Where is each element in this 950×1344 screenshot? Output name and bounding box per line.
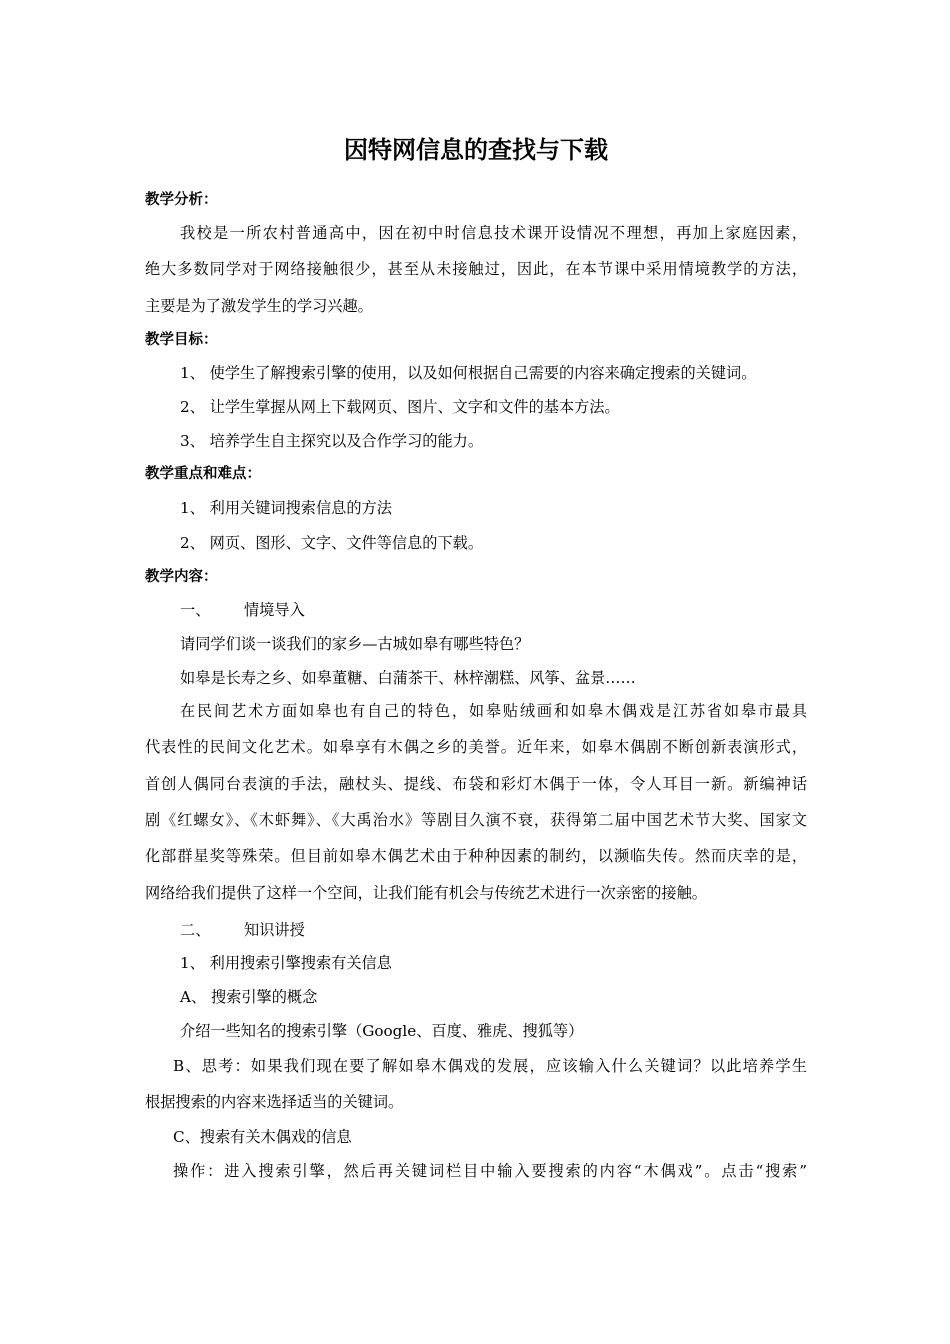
goal-item-3: 3、 培养学生自主探究以及合作学习的能力。 [180,432,484,450]
para-line-1: 在民间艺术方面如皋也有自己的特色，如皋贴绒画和如皋木偶戏是江苏省如皋市最具 [180,702,807,720]
subsection-1: 1、 利用搜索引擎搜索有关信息 [180,954,392,972]
goal-item-2: 2、 让学生掌握从网上下载网页、图片、文字和文件的基本方法。 [180,398,620,416]
subsection-a: A、 搜索引擎的概念 [180,988,318,1006]
subsection-c: C、搜索有关木偶戏的信息 [173,1128,352,1146]
part1-title: 情境导入 [244,601,305,619]
para-line-6: 网络给我们提供了这样一个空间，让我们能有机会与传统艺术进行一次亲密的接触。 [145,884,707,902]
question-1: 请同学们谈一谈我们的家乡—古城如皋有哪些特色？ [180,635,530,653]
operation-text: 操作：进入搜索引擎，然后再关键词栏目中输入要搜索的内容“木偶戏”。点击“搜索” [173,1162,807,1180]
answer-1: 如皋是长寿之乡、如皋董糖、白蒲茶干、林梓潮糕、风筝、盆景…… [180,669,636,687]
part1-heading [180,599,305,621]
content-heading: 教学内容： [145,569,218,585]
keypoint-item-2: 2、 网页、图形、文字、文件等信息的下载。 [180,534,484,552]
keypoint-item-1: 1、 利用关键词搜索信息的方法 [180,499,392,517]
part2-number: 二、 [180,921,211,939]
goal-item-1: 1、 使学生了解搜索引擎的使用，以及如何根据自己需要的内容来确定搜索的关键词。 [180,364,757,382]
analysis-line-1: 我校是一所农村普通高中，因在初中时信息技术课开设情况不理想，再加上家庭因素， [180,224,807,242]
analysis-line-2: 绝大多数同学对于网络接触很少，甚至从未接触过，因此，在本节课中采用情境教学的方法， [145,260,807,278]
para-line-2: 代表性的民间文化艺术。如皋享有木偶之乡的美誉。近年来，如皋木偶剧不断创新表演形式， [145,738,807,756]
goals-heading: 教学目标： [145,332,218,348]
document-title: 因特网信息的查找与下载 [344,136,608,164]
part1-number: 一、 [180,601,211,619]
para-line-3: 首创人偶同台表演的手法，融杖头、提线、布袋和彩灯木偶于一体，令人耳目一新。新编神话 [145,775,807,793]
para-line-4: 剧《红螺女》、《木虾舞》、《大禹治水》等剧目久演不衰，获得第二届中国艺术节大奖、国家文 [145,811,807,829]
subsection-b-line-1: B、思考：如果我们现在要了解如皋木偶戏的发展，应该输入什么关键词？以此培养学生 [173,1057,807,1075]
subsection-a-text: 介绍一些知名的搜索引擎（Google、百度、雅虎、搜狐等） [180,1022,584,1040]
keypoints-heading: 教学重点和难点： [145,466,261,482]
analysis-line-3: 主要是为了激发学生的学习兴趣。 [145,297,373,315]
para-line-5: 化部群星奖等殊荣。但目前如皋木偶艺术由于种种因素的制约，以濒临失传。然而庆幸的是， [145,847,807,865]
part2-heading [180,919,305,941]
subsection-b-line-2: 根据搜索的内容来选择适当的关键词。 [145,1093,404,1111]
analysis-heading: 教学分析： [145,192,218,208]
part2-title: 知识讲授 [244,921,305,939]
